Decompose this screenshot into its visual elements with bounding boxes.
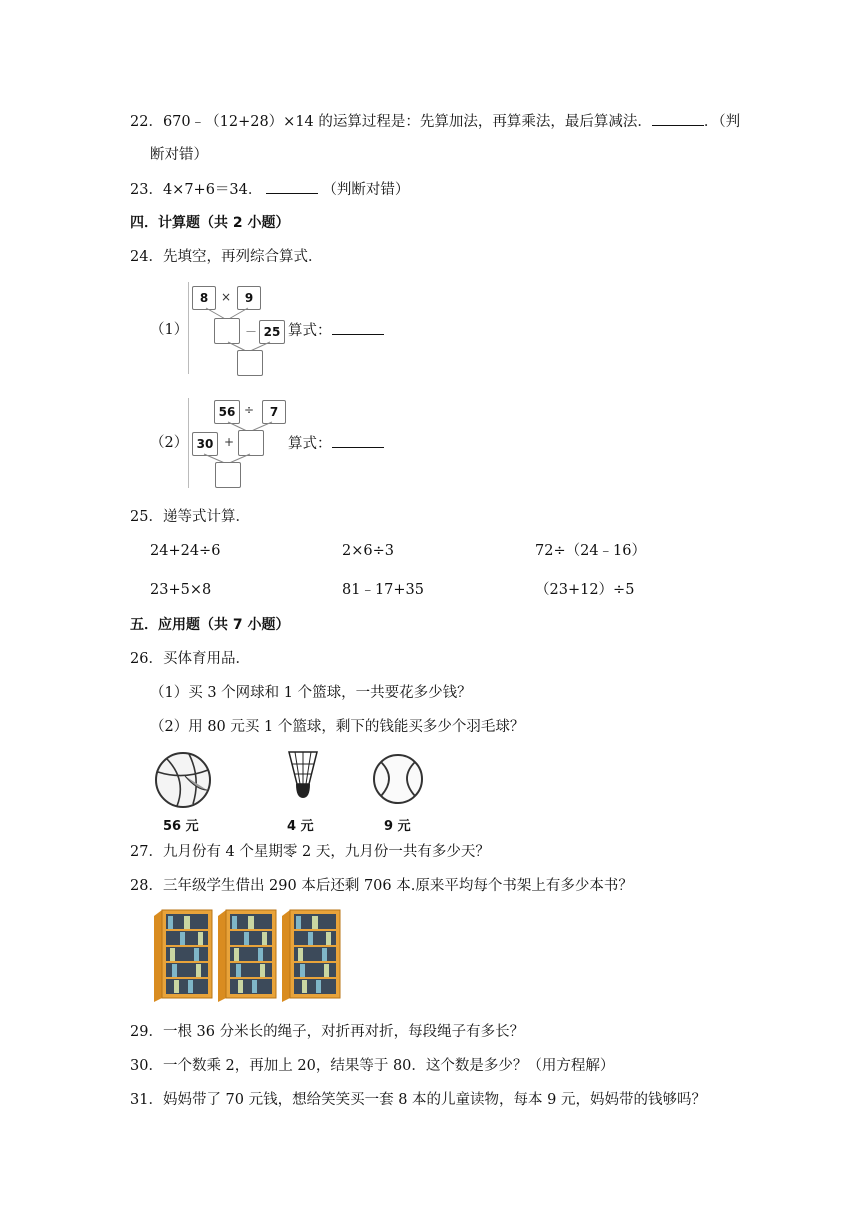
number-box: 9 xyxy=(237,286,261,310)
formula-blank[interactable] xyxy=(332,320,384,335)
bookshelf-icon xyxy=(218,910,276,1002)
question-26-sub1: （1）买 3 个网球和 1 个篮球，一共要花多少钱？ xyxy=(150,685,472,701)
formula-label: 算式： xyxy=(288,323,332,339)
bookshelves-icon xyxy=(150,908,345,1004)
calc-item: 81﹣17+35 xyxy=(342,582,425,598)
calc-item: 23+5×8 xyxy=(150,582,212,598)
question-29: 29．一根 36 分米长的绳子，对折再对折，每段绳子有多长？ xyxy=(130,1024,525,1040)
bracket-line xyxy=(188,282,189,374)
formula-label: 算式： xyxy=(288,436,332,452)
question-23 xyxy=(130,179,409,200)
question-31: 31．妈妈带了 70 元钱，想给笑笑买一套 8 本的儿童读物，每本 9 元，妈妈带的钱够吗？ xyxy=(130,1092,707,1108)
tennis-ball-icon xyxy=(371,752,425,806)
question-23-text: 23．4×7+6＝34． xyxy=(130,182,263,198)
operator: ÷ xyxy=(244,403,255,417)
operator: － xyxy=(245,325,258,339)
answer-blank[interactable] xyxy=(652,111,704,126)
bookshelf-icon xyxy=(154,910,212,1002)
calc-item: （23+12）÷5 xyxy=(535,582,635,598)
price-label: 56 元 xyxy=(163,819,199,834)
question-28: 28．三年级学生借出 290 本后还剩 706 本.原来平均每个书架上有多少本书？ xyxy=(130,878,633,894)
bookshelf-icon xyxy=(282,910,340,1002)
calc-item: 24+24÷6 xyxy=(150,543,221,559)
formula-1 xyxy=(288,320,384,341)
question-30: 30．一个数乘 2，再加上 20，结果等于 80．这个数是多少？（用方程解） xyxy=(130,1058,615,1074)
number-box: 56 xyxy=(214,400,240,424)
answer-blank[interactable] xyxy=(266,179,318,194)
shuttlecock-icon xyxy=(283,748,323,804)
question-26-sub2: （2）用 80 元买 1 个篮球，剩下的钱能买多少个羽毛球？ xyxy=(150,719,525,735)
section-5-title: 五．应用题（共 7 小题） xyxy=(130,617,290,633)
number-box: 30 xyxy=(192,432,218,456)
question-24: 24．先填空，再列综合算式． xyxy=(130,249,323,265)
part-2-label: （2） xyxy=(150,435,189,451)
section-4-title: 四．计算题（共 2 小题） xyxy=(130,215,290,231)
question-22-text: 22．670﹣（12+28）×14 的运算过程是：先算加法，再算乘法，最后算减法． xyxy=(130,114,652,130)
part-1-label: （1） xyxy=(150,322,189,338)
number-box: 7 xyxy=(262,400,286,424)
price-label: 4 元 xyxy=(287,819,314,834)
question-26: 26．买体育用品． xyxy=(130,651,250,667)
formula-blank[interactable] xyxy=(332,433,384,448)
number-box: 8 xyxy=(192,286,216,310)
bracket-line xyxy=(188,398,189,488)
question-25: 25．递等式计算． xyxy=(130,509,250,525)
question-22-suffix: ．（判 xyxy=(703,114,741,130)
calc-item: 72÷（24﹣16） xyxy=(535,543,647,559)
operator: × xyxy=(221,290,232,304)
formula-2 xyxy=(288,433,384,454)
number-box: 25 xyxy=(259,320,285,344)
operator: + xyxy=(224,435,235,449)
question-23-suffix: （判断对错） xyxy=(322,182,410,198)
calc-item: 2×6÷3 xyxy=(342,543,394,559)
question-22 xyxy=(130,111,740,132)
answer-box[interactable] xyxy=(237,350,263,376)
question-22-line2: 断对错） xyxy=(150,147,208,163)
question-27: 27．九月份有 4 个星期零 2 天，九月份一共有多少天？ xyxy=(130,844,490,860)
answer-box[interactable] xyxy=(215,462,241,488)
price-label: 9 元 xyxy=(384,819,411,834)
basketball-icon xyxy=(153,750,213,810)
